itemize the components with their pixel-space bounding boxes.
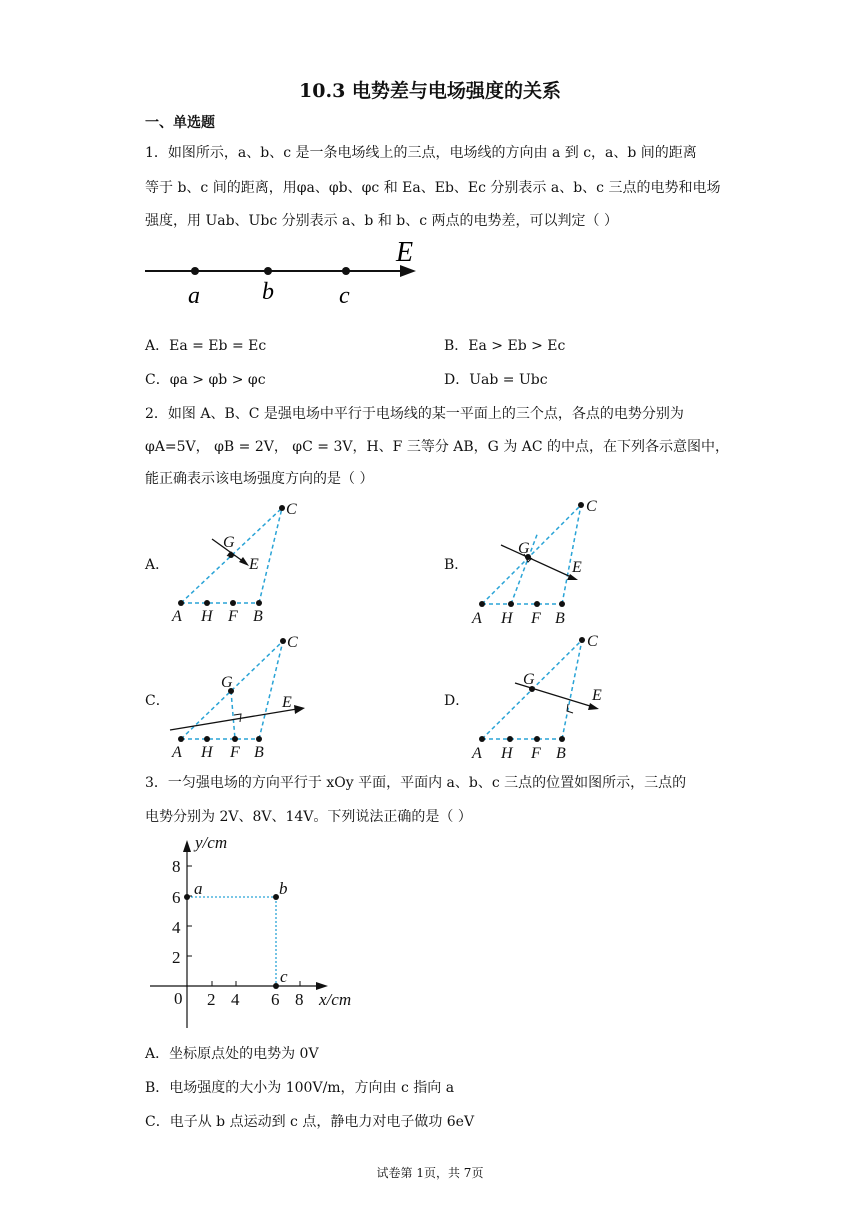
fig-c-label-B: B xyxy=(254,744,264,761)
label-b: b xyxy=(262,279,274,305)
fig-c-label-C: C xyxy=(287,634,298,651)
origin-label: 0 xyxy=(174,989,183,1008)
fig-a-label-A: A xyxy=(172,608,182,625)
label-c: c xyxy=(339,283,350,308)
q3-text-line1: 3．一匀强电场的方向平行于 xOy 平面，平面内 a、b、c 三点的位置如图所示，三点的 xyxy=(145,775,687,791)
q2-figure-a xyxy=(165,495,315,625)
fig-c-label-E: E xyxy=(282,694,292,711)
fig-b-label-C: C xyxy=(586,498,597,515)
fig-b-label-H: H xyxy=(501,610,513,627)
q3-text-line2: 电势分别为 2V、8V、14V。下列说法正确的是（ ） xyxy=(145,809,472,825)
fig-d-label-E: E xyxy=(592,687,602,704)
q2-text-line2: φA=5V， φB = 2V， φC = 3V，H、F 三等分 AB，G 为 AC 的中点，在下列各示意图中， xyxy=(145,439,730,455)
q2-figure-d xyxy=(468,628,618,762)
fig-a-label-H: H xyxy=(201,608,213,625)
fig-a-label-G: G xyxy=(223,534,235,551)
fig-c-label-H: H xyxy=(201,744,213,761)
q2-option-b-label[interactable]: B． xyxy=(444,557,469,573)
point-c xyxy=(342,267,350,275)
fig-a-label-C: C xyxy=(286,501,297,518)
q2-option-a-label[interactable]: A． xyxy=(145,557,170,573)
fig-a-label-E: E xyxy=(249,556,259,573)
point-c xyxy=(273,983,279,989)
q1-option-d[interactable]: D．Uab = Ubc xyxy=(444,372,548,388)
point-c-label: c xyxy=(280,967,288,986)
q1-text-line1: 1．如图所示，a、b、c 是一条电场线上的三点，电场线的方向由 a 到 c，a、b 间的距离 xyxy=(145,145,697,161)
q3-coordinate-figure xyxy=(145,828,365,1033)
x-tick-4: 4 xyxy=(231,990,240,1009)
fig-d-label-C: C xyxy=(587,633,598,650)
label-a: a xyxy=(188,283,200,308)
y-tick-8: 8 xyxy=(172,857,181,876)
q1-option-c[interactable]: C．φa > φb > φc xyxy=(145,372,266,388)
x-tick-8: 8 xyxy=(295,990,304,1009)
q2-text-line1: 2．如图 A、B、C 是强电场中平行于电场线的某一平面上的三个点，各点的电势分别为 xyxy=(145,406,684,422)
q2-option-c-label[interactable]: C． xyxy=(145,693,170,709)
page-footer: 试卷第 1页，共 7页 xyxy=(376,1166,484,1180)
fig-c-label-G: G xyxy=(221,674,233,691)
fig-d-label-H: H xyxy=(501,745,513,762)
q3-option-a[interactable]: A．坐标原点处的电势为 0V xyxy=(145,1046,319,1062)
point-a-label: a xyxy=(194,879,203,898)
x-tick-6: 6 xyxy=(271,990,280,1009)
fig-b-label-E: E xyxy=(572,559,582,576)
y-tick-6: 6 xyxy=(172,888,181,907)
label-E: E xyxy=(396,237,414,268)
fig-c-label-A: A xyxy=(172,744,182,761)
q2-figure-b xyxy=(468,492,618,628)
y-tick-2: 2 xyxy=(172,948,181,967)
section-heading: 一、单选题 xyxy=(145,115,215,131)
point-a xyxy=(191,267,199,275)
fig-b-label-F: F xyxy=(531,610,541,627)
q3-option-c[interactable]: C．电子从 b 点运动到 c 点，静电力对电子做功 6eV xyxy=(145,1114,475,1130)
q2-option-d-label[interactable]: D． xyxy=(444,693,470,709)
fig-d-label-B: B xyxy=(556,745,566,762)
q1-field-line-figure xyxy=(140,236,430,308)
y-axis-arrow xyxy=(183,840,191,852)
fig-d-label-F: F xyxy=(531,745,541,762)
point-b xyxy=(264,267,272,275)
q2-figure-c xyxy=(165,630,315,762)
y-tick-4: 4 xyxy=(172,918,181,937)
point-b-label: b xyxy=(279,879,288,898)
y-axis-label: y/cm xyxy=(195,833,228,852)
point-a xyxy=(184,894,190,900)
fig-d-label-G: G xyxy=(523,671,535,688)
fig-a-label-F: F xyxy=(228,608,238,625)
q1-text-line3: 强度，用 Uab、Ubc 分别表示 a、b 和 b、c 两点的电势差，可以判定（ ） xyxy=(145,213,618,229)
fig-d-label-A: A xyxy=(472,745,482,762)
q3-option-b[interactable]: B．电场强度的大小为 100V/m，方向由 c 指向 a xyxy=(145,1080,455,1096)
x-axis-label: x/cm xyxy=(319,990,352,1009)
q1-option-b[interactable]: B．Ea > Eb > Ec xyxy=(444,338,566,354)
q2-text-line3: 能正确表示该电场强度方向的是（ ） xyxy=(145,471,374,487)
fig-b-label-B: B xyxy=(555,610,565,627)
q1-option-a[interactable]: A．Ea = Eb = Ec xyxy=(145,338,267,354)
x-tick-2: 2 xyxy=(207,990,216,1009)
fig-b-label-A: A xyxy=(472,610,482,627)
fig-c-label-F: F xyxy=(230,744,240,761)
x-axis-arrow xyxy=(316,982,328,990)
page-title: 10.3 电势差与电场强度的关系 xyxy=(299,80,561,102)
q1-text-line2: 等于 b、c 间的距离，用φa、φb、φc 和 Ea、Eb、Ec 分别表示 a、b、c 三点的电势和电场 xyxy=(145,180,721,196)
fig-a-label-B: B xyxy=(253,608,263,625)
fig-b-label-G: G xyxy=(518,540,530,557)
